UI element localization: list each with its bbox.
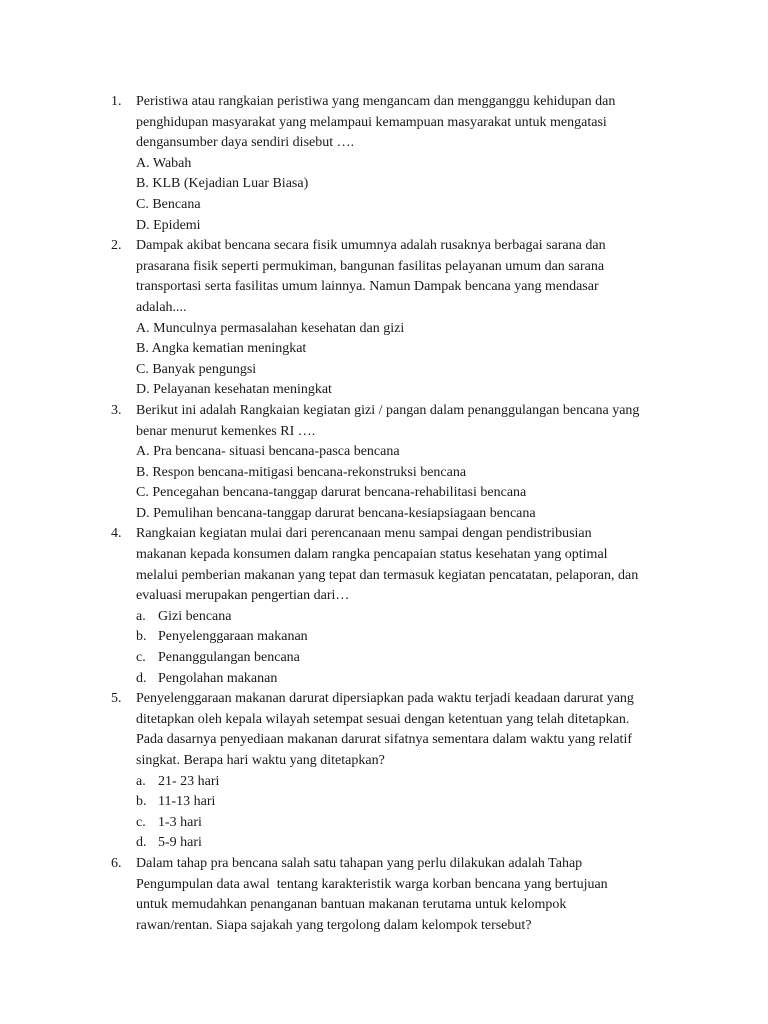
option-letter: D. bbox=[136, 382, 150, 398]
question-text-line: Rangkaian kegiatan mulai dari perencanaan menu sampai dengan pendistribusian bbox=[136, 526, 592, 542]
answer-option bbox=[0, 380, 768, 401]
option-text: Angka kematian meningkat bbox=[151, 341, 307, 357]
option-text: Pra bencana- situasi bencana-pasca bencana bbox=[153, 444, 400, 460]
option-letter: C. bbox=[136, 485, 149, 501]
option-text: Pengolahan makanan bbox=[158, 670, 278, 686]
option-letter: B. bbox=[136, 176, 149, 192]
option-text: KLB (Kejadian Luar Biasa) bbox=[152, 176, 309, 192]
question-text-line: dengansumber daya sendiri disebut …. bbox=[136, 135, 355, 151]
option-text: Pemulihan bencana-tanggap darurat bencana-kesiapsiagaan bencana bbox=[153, 505, 536, 521]
answer-option bbox=[0, 216, 768, 237]
option-text: Respon bencana-mitigasi bencana-rekonstruksi bencana bbox=[152, 464, 467, 480]
answer-option bbox=[0, 195, 768, 216]
option-text: 1-3 hari bbox=[158, 814, 202, 830]
option-letter: c. bbox=[136, 814, 146, 830]
option-letter: D. bbox=[136, 217, 150, 233]
question-number: 4. bbox=[111, 526, 122, 542]
question-text-line: untuk memudahkan penanganan bantuan makanan terutama untuk kelompok bbox=[136, 897, 567, 913]
option-letter: d. bbox=[136, 670, 147, 686]
option-letter: A. bbox=[136, 444, 150, 460]
question-text-line: Pada dasarnya penyediaan makanan darurat sifatnya sementara dalam waktu yang relatif bbox=[136, 732, 633, 748]
answer-option bbox=[0, 648, 768, 669]
question-text-line: Dampak akibat bencana secara fisik umumnya adalah rusaknya berbagai sarana dan bbox=[136, 238, 606, 254]
question-number: 6. bbox=[111, 855, 122, 871]
question-text-line: makanan kepada konsumen dalam rangka pencapaian status kesehatan yang optimal bbox=[136, 547, 608, 563]
option-letter: a. bbox=[136, 608, 146, 624]
option-text: Munculnya permasalahan kesehatan dan gizi bbox=[153, 320, 405, 336]
option-text: Pencegahan bencana-tanggap darurat bencana-rehabilitasi bencana bbox=[152, 485, 527, 501]
option-letter: C. bbox=[136, 196, 149, 212]
option-letter: b. bbox=[136, 629, 147, 645]
option-letter: A. bbox=[136, 320, 150, 336]
option-letter: a. bbox=[136, 773, 146, 789]
option-text: Pelayanan kesehatan meningkat bbox=[153, 382, 332, 398]
option-text: Penyelenggaraan makanan bbox=[158, 629, 308, 645]
option-letter: C. bbox=[136, 361, 149, 377]
question-text-line: ditetapkan oleh kepala wilayah setempat sesuai dengan ketentuan yang telah ditetapkan. bbox=[136, 711, 630, 727]
answer-option bbox=[0, 833, 768, 854]
answer-option bbox=[0, 504, 768, 525]
option-letter: B. bbox=[136, 464, 149, 480]
option-letter: D. bbox=[136, 505, 150, 521]
answer-option bbox=[0, 792, 768, 813]
question-number: 3. bbox=[111, 402, 122, 418]
question-text-line: penghidupan masyarakat yang melampaui kemampuan masyarakat untuk mengatasi bbox=[136, 114, 607, 130]
answer-option bbox=[0, 154, 768, 175]
question-text-line: Peristiwa atau rangkaian peristiwa yang mengancam dan mengganggu kehidupan dan bbox=[136, 94, 616, 109]
question-text-line: adalah.... bbox=[136, 299, 187, 315]
question-5 bbox=[0, 689, 768, 854]
answer-option bbox=[0, 339, 768, 360]
option-text: Banyak pengungsi bbox=[152, 361, 257, 377]
option-text: Epidemi bbox=[153, 217, 201, 233]
answer-option bbox=[0, 772, 768, 793]
answer-option bbox=[0, 813, 768, 834]
option-letter: d. bbox=[136, 835, 147, 851]
answer-option bbox=[0, 463, 768, 484]
option-text: 11-13 hari bbox=[158, 794, 216, 810]
question-2 bbox=[0, 236, 768, 401]
answer-option bbox=[0, 319, 768, 340]
question-number: 1. bbox=[111, 94, 122, 109]
question-text-line: Dalam tahap pra bencana salah satu tahapan yang perlu dilakukan adalah Tahap bbox=[136, 855, 583, 871]
question-3 bbox=[0, 401, 768, 525]
question-6 bbox=[0, 854, 768, 936]
answer-option bbox=[0, 627, 768, 648]
option-text: Bencana bbox=[152, 196, 201, 212]
question-text-line: singkat. Berapa hari waktu yang ditetapkan? bbox=[136, 753, 385, 768]
option-text: Penanggulangan bencana bbox=[158, 650, 300, 666]
question-text-line: melalui pemberian makanan yang tepat dan termasuk kegiatan pencatatan, pelaporan, dan bbox=[136, 567, 639, 583]
question-text-line: evaluasi merupakan pengertian dari… bbox=[136, 588, 350, 604]
answer-option bbox=[0, 360, 768, 381]
answer-option bbox=[0, 607, 768, 628]
option-text: 21- 23 hari bbox=[158, 773, 220, 789]
option-letter: B. bbox=[136, 341, 149, 357]
option-text: 5-9 hari bbox=[158, 835, 202, 851]
answer-option bbox=[0, 483, 768, 504]
question-1 bbox=[0, 92, 768, 236]
question-text-line: benar menurut kemenkes RI …. bbox=[136, 423, 316, 439]
question-text-line: rawan/rentan. Siapa sajakah yang tergolong dalam kelompok tersebut? bbox=[136, 917, 532, 933]
answer-option bbox=[0, 174, 768, 195]
option-text: Wabah bbox=[152, 155, 192, 171]
quiz-document bbox=[0, 92, 768, 936]
answer-option bbox=[0, 442, 768, 463]
question-text-line: Berikut ini adalah Rangkaian kegiatan gizi / pangan dalam penanggulangan bencana yang bbox=[136, 402, 640, 418]
question-text-line: transportasi serta fasilitas umum lainnya. Namun Dampak bencana yang mendasar bbox=[136, 279, 599, 295]
answer-option bbox=[0, 669, 768, 690]
question-number: 5. bbox=[111, 691, 122, 707]
question-text-line: prasarana fisik seperti permukiman, bangunan fasilitas pelayanan umum dan sarana bbox=[136, 258, 605, 274]
option-letter: c. bbox=[136, 650, 146, 666]
question-4 bbox=[0, 524, 768, 689]
option-text: Gizi bencana bbox=[158, 608, 232, 624]
question-number: 2. bbox=[111, 238, 122, 254]
question-text-line: Penyelenggaraan makanan darurat dipersiapkan pada waktu terjadi keadaan darurat yang bbox=[136, 691, 634, 707]
option-letter: A. bbox=[136, 155, 150, 171]
question-text-line: Pengumpulan data awal tentang karakteristik warga korban bencana yang bertujuan bbox=[136, 876, 608, 892]
option-letter: b. bbox=[136, 794, 147, 810]
